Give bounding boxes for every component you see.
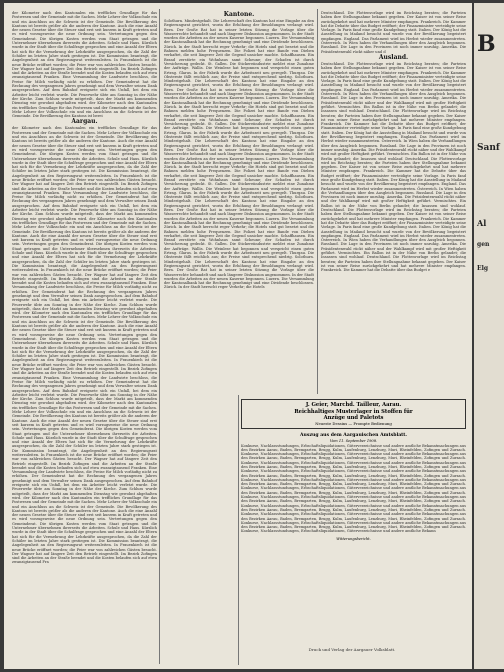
middle-column	[164, 11, 314, 290]
right-text-2: Deutschland. Die Flottenvorlage wird im Reichstag beraten; die Parteien haben ihre Stellungnahme bekannt gegeben. Der Kaiser ist von seiner Reise zurückgekehrt und hat mehrere Minister empfangen. Frankreich. Die Kammer hat die Debatte über das Budget eröffnet; der Finanzminister verteidigte seine Vorlage. In Paris fand eine große Kundgebung statt. Italien. Der König hat die Ausstellung in Mailand besucht und wurde von der Bevölkerung begeistert empfangen. England. Das Parlament wird im Herbst wieder zusammentreten. Österreich. In Wien haben die Verhandlungen über den Ausgleich begonnen. Russland. Die Lage in den Provinzen ist noch immer unruhig. Amerika. Die Präsidentenwahl rückt näher und der Wahlkampf wird mit großer Heftigkeit geführt. Vermischtes. Ein Ballon ist in der Nähe von Berlin gelandet; die Insassen sind wohlauf. Deutschland. Die Flottenvorlage wird im Reichstag beraten; die Parteien haben ihre Stellungnahme bekannt gegeben. Der Kaiser ist von seiner Reise zurückgekehrt und hat mehrere Minister empfangen. Frankreich. Die Kammer hat die Debatte über das Budget eröffnet; der Finanzminister verteidigte seine Vorlage. In Paris fand eine große Kundgebung statt. Italien. Der König hat die Ausstellung in Mailand besucht und wurde von der Bevölkerung begeistert empfangen. England. Das Parlament wird im Herbst wieder zusammentreten. Österreich. In Wien haben die Verhandlungen über den Ausgleich begonnen. Russland. Die Lage in den Provinzen ist noch immer unruhig. Amerika. Die Präsidentenwahl rückt näher und der Wahlkampf wird mit großer Heftigkeit geführt. Vermischtes. Ein Ballon ist in der Nähe von Berlin gelandet; die Insassen sind wohlauf. Deutschland. Die Flottenvorlage wird im Reichstag beraten; die Parteien haben ihre Stellungnahme bekannt gegeben. Der Kaiser ist von seiner Reise zurückgekehrt und hat mehrere Minister empfangen. Frankreich. Die Kammer hat die Debatte über das Budget eröffnet; der Finanzminister verteidigte seine Vorlage. In Paris fand eine große Kundgebung statt. Italien. Der König hat die Ausstellung in Mailand besucht und wurde von der Bevölkerung begeistert empfangen. England. Das Parlament wird im Herbst wieder zusammentreten. Österreich. In Wien haben die Verhandlungen über den Ausgleich begonnen. Russland. Die Lage in den Provinzen ist noch immer unruhig. Amerika. Die Präsidentenwahl rückt näher und der Wahlkampf wird mit großer Heftigkeit geführt. Vermischtes. Ein Ballon ist in der Nähe von Berlin gelandet; die Insassen sind wohlauf. Deutschland. Die Flottenvorlage wird im Reichstag beraten; die Parteien haben ihre Stellungnahme bekannt gegeben. Der Kaiser ist von seiner Reise zurückgekehrt und hat mehrere Minister empfangen. Frankreich. Die Kammer hat die Debatte über das Budget eröffnet; der Finanzminister verteidigte seine Vorlage. In Paris fand eine große Kundgebung statt. Italien. Der König hat die Ausstellung in Mailand besucht und wurde von der Bevölkerung begeistert empfangen. England. Das Parlament wird im Herbst wieder zusammentreten. Österreich. In Wien haben die Verhandlungen über den Ausgleich begonnen. Russland. Die Lage in den Provinzen ist noch immer unruhig. Amerika. Die Präsidentenwahl rückt näher und der Wahlkampf wird mit großer Heftigkeit geführt. Vermischtes. Ein Ballon ist in der Nähe von Berlin gelandet; die Insassen sind wohlauf. Deutschland. Die Flottenvorlage wird im Reichstag beraten; die Parteien haben ihre Stellungnahme bekannt gegeben. Der Kaiser ist von seiner Reise zurückgekehrt und hat mehrere Minister empfangen. Frankreich. Die Kammer hat die Debatte über das Budget e	[321, 61, 466, 273]
right-text-1: Deutschland. Die Flottenvorlage wird im Reichstag beraten; die Parteien haben ihre Stellungnahme bekannt gegeben. Der Kaiser ist von seiner Reise zurückgekehrt und hat mehrere Minister empfangen. Frankreich. Die Kammer hat die Debatte über das Budget eröffnet; der Finanzminister verteidigte seine Vorlage. In Paris fand eine große Kundgebung statt. Italien. Der König hat die Ausstellung in Mailand besucht und wurde von der Bevölkerung begeistert empfangen. England. Das Parlament wird im Herbst wieder zusammentreten. Österreich. In Wien haben die Verhandlungen über den Ausgleich begonnen. Russland. Die Lage in den Provinzen ist noch immer unruhig. Amerika. Die Präsidentenwahl rückt näher und d	[321, 11, 466, 54]
ad-line-2: Reichhaltiges Musterlager in Stoffen für	[294, 408, 413, 415]
column-rule-1	[159, 9, 160, 664]
adjacent-page-strip	[474, 3, 504, 669]
newspaper-page	[4, 3, 472, 669]
strip-word-4: gen	[477, 241, 490, 248]
right-column	[321, 11, 466, 273]
strip-word-1: B	[477, 31, 496, 57]
strip-word-3: Al	[477, 218, 487, 228]
amtsblatt-text: Konkurse, Nachlassstundungen, Erbschaftsliquidationen, Güterverzeichnisse und andere amtliche Bekanntmachungen aus den Bezirken Aarau, Baden, Bremgarten, Brugg, Kulm, Laufenburg, Lenzburg, Muri, Rheinfelden, Zofingen und Zurzach. Konkurse, Nachlassstundungen, Erbschaftsliquidationen, Güterverzeichnisse und andere amtliche Bekanntmachungen aus den Bezirken Aarau, Baden, Bremgarten, Brugg, Kulm, Laufenburg, Lenzburg, Muri, Rheinfelden, Zofingen und Zurzach. Konkurse, Nachlassstundungen, Erbschaftsliquidationen, Güterverzeichnisse und andere amtliche Bekanntmachungen aus den Bezirken Aarau, Baden, Bremgarten, Brugg, Kulm, Laufenburg, Lenzburg, Muri, Rheinfelden, Zofingen und Zurzach. Konkurse, Nachlassstundungen, Erbschaftsliquidationen, Güterverzeichnisse und andere amtliche Bekanntmachungen aus den Bezirken Aarau, Baden, Bremgarten, Brugg, Kulm, Laufenburg, Lenzburg, Muri, Rheinfelden, Zofingen und Zurzach. Konkurse, Nachlassstundungen, Erbschaftsliquidationen, Güterverzeichnisse und andere amtliche Bekanntmachungen aus den Bezirken Aarau, Baden, Bremgarten, Brugg, Kulm, Laufenburg, Lenzburg, Muri, Rheinfelden, Zofingen und Zurzach. Konkurse, Nachlassstundungen, Erbschaftsliquidationen, Güterverzeichnisse und andere amtliche Bekanntmachungen aus den Bezirken Aarau, Baden, Bremgarten, Brugg, Kulm, Laufenburg, Lenzburg, Muri, Rheinfelden, Zofingen und Zurzach. Konkurse, Nachlassstundungen, Erbschaftsliquidationen, Güterverzeichnisse und andere amtliche Bekanntmachungen aus den Bezirken Aarau, Baden, Bremgarten, Brugg, Kulm, Laufenburg, Lenzburg, Muri, Rheinfelden, Zofingen und Zurzach. Konkurse, Nachlassstundungen, Erbschaftsliquidationen, Güterverzeichnisse und andere amtliche Bekanntmachungen aus den Bezirken Aarau, Baden, Bremgarten, Brugg, Kulm, Laufenburg, Lenzburg, Muri, Rheinfelden, Zofingen und Zurzach. Konkurse, Nachlassstundungen, Erbschaftsliquidationen, Güterverzeichnisse und andere amtliche Bekanntmachungen aus den Bezirken Aarau, Baden, Bremgarten, Brugg, Kulm, Laufenburg, Lenzburg, Muri, Rheinfelden, Zofingen und Zurzach. Konkurse, Nachlassstundungen, Erbschaftsliquidationen, Güterverzeichnisse und andere amtliche Bekanntmachungen aus den Bezirken Aarau, Baden, Bremgarten, Brugg, Kulm, Laufenburg, Lenzburg, Muri, Rheinfelden, Zofingen und Zurzach. Konkurse, Nachlassstundungen, Erbschaftsliquidationen, Güterverzeichnisse und andere amtliche Bekann	[241, 443, 466, 534]
section-heading-ausland: Ausland.	[378, 53, 409, 61]
ad-line-1: J. Geier, Marchd. Tailleur, Aarau.	[305, 402, 402, 408]
strip-word-5: Elg	[477, 265, 489, 272]
ad-line-3: Anzüge und Paletots	[323, 415, 384, 421]
amtsblatt-heading: Auszug aus dem Aargauischen Amtsblatt.	[299, 433, 408, 439]
footer-note: Druck und Verlag der Aargauer Volksblatt.	[308, 647, 396, 652]
ad-and-table-block	[241, 395, 466, 541]
tailor-advertisement	[241, 399, 466, 429]
strip-word-2: Sanf	[477, 143, 500, 153]
middle-text-1: Solothurn. Mindestgehalt. Die Lehrerschaft des Kantons hat eine Eingabe an den Regierungsrat gerichtet, worin die Erhöhung der Besoldungen verlangt wird. Bern. Der Große Rat hat in seiner letzten Sitzung die Vorlage über die Wasserrechte behandelt und nach längerer Diskussion angenommen. In der Stadt wurden die Arbeiten an der neuen Kaserne begonnen. Luzern. Die Versammlung der Kantonalbank hat die Rechnung genehmigt und eine Dividende beschlossen. Zürich. In der Stadt herrscht reger Verkehr; die Hotels sind gut besetzt und die Bahnen melden hohe Frequenzen. Die Polizei hat eine Bande von Dieben verhaftet, die seit längerer Zeit die Gegend unsicher machte. Schaffhausen. Ein Brand zerstörte ein Wohnhaus samt Scheune; der Schaden ist durch Versicherung gedeckt. St. Gallen. Die Stickereiindustrie meldet eine Zunahme der Aufträge. Wallis. Die Weinlese hat begonnen und verspricht einen guten Ertrag. Glarus. In der Fabrik wurde die Arbeitszeit neu geregelt. Thurgau. Die Obsternte fällt reichlich aus; die Preise sind entsprechend niedrig. Solothurn. Mindestgehalt. Die Lehrerschaft des Kantons hat eine Eingabe an den Regierungsrat gerichtet, worin die Erhöhung der Besoldungen verlangt wird. Bern. Der Große Rat hat in seiner letzten Sitzung die Vorlage über die Wasserrechte behandelt und nach längerer Diskussion angenommen. In der Stadt wurden die Arbeiten an der neuen Kaserne begonnen. Luzern. Die Versammlung der Kantonalbank hat die Rechnung genehmigt und eine Dividende beschlossen. Zürich. In der Stadt herrscht reger Verkehr; die Hotels sind gut besetzt und die Bahnen melden hohe Frequenzen. Die Polizei hat eine Bande von Dieben verhaftet, die seit längerer Zeit die Gegend unsicher machte. Schaffhausen. Ein Brand zerstörte ein Wohnhaus samt Scheune; der Schaden ist durch Versicherung gedeckt. St. Gallen. Die Stickereiindustrie meldet eine Zunahme der Aufträge. Wallis. Die Weinlese hat begonnen und verspricht einen guten Ertrag. Glarus. In der Fabrik wurde die Arbeitszeit neu geregelt. Thurgau. Die Obsternte fällt reichlich aus; die Preise sind entsprechend niedrig. Solothurn. Mindestgehalt. Die Lehrerschaft des Kantons hat eine Eingabe an den Regierungsrat gerichtet, worin die Erhöhung der Besoldungen verlangt wird. Bern. Der Große Rat hat in seiner letzten Sitzung die Vorlage über die Wasserrechte behandelt und nach längerer Diskussion angenommen. In der Stadt wurden die Arbeiten an der neuen Kaserne begonnen. Luzern. Die Versammlung der Kantonalbank hat die Rechnung genehmigt und eine Dividende beschlossen. Zürich. In der Stadt herrscht reger Verkehr; die Hotels sind gut besetzt und die Bahnen melden hohe Frequenzen. Die Polizei hat eine Bande von Dieben verhaftet, die seit längerer Zeit die Gegend unsicher machte. Schaffhausen. Ein Brand zerstörte ein Wohnhaus samt Scheune; der Schaden ist durch Versicherung gedeckt. St. Gallen. Die Stickereiindustrie meldet eine Zunahme der Aufträge. Wallis. Die Weinlese hat begonnen und verspricht einen guten Ertrag. Glarus. In der Fabrik wurde die Arbeitszeit neu geregelt. Thurgau. Die Obsternte fällt reichlich aus; die Preise sind entsprechend niedrig. Solothurn. Mindestgehalt. Die Lehrerschaft des Kantons hat eine Eingabe an den Regierungsrat gerichtet, worin die Erhöhung der Besoldungen verlangt wird. Bern. Der Große Rat hat in seiner letzten Sitzung die Vorlage über die Wasserrechte behandelt und nach längerer Diskussion angenommen. In der Stadt wurden die Arbeiten an der neuen Kaserne begonnen. Luzern. Die Versammlung der Kantonalbank hat die Rechnung genehmigt und eine Dividende beschlossen. Zürich. In der Stadt herrscht reger Verkehr; die Hotels sind gut besetzt und die Bahnen melden hohe Frequenzen. Die Polizei hat eine Bande von Dieben verhaftet, die seit längerer Zeit die Gegend unsicher machte. Schaffhausen. Ein Brand zerstörte ein Wohnhaus samt Scheune; der Schaden ist durch Versicherung gedeckt. St. Gallen. Die Stickereiindustrie meldet eine Zunahme der Aufträge. Wallis. Die Weinlese hat begonnen und verspricht einen guten Ertrag. Glarus. In der Fabrik wurde die Arbeitszeit neu geregelt. Thurgau. Die Obsternte fällt reichlich aus; die Preise sind entsprechend niedrig. Solothurn. Mindestgehalt. Die Lehrerschaft des Kantons hat eine Eingabe an den Regierungsrat gerichtet, worin die Erhöhung der Besoldungen verlangt wird. Bern. Der Große Rat hat in seiner letzten Sitzung die Vorlage über die Wasserrechte behandelt und nach längerer Diskussion angenommen. In der Stadt wurden die Arbeiten an der neuen Kaserne begonnen. Luzern. Die Versammlung der Kantonalbank hat die Rechnung genehmigt und eine Dividende beschlossen. Zürich. In der Stadt herrscht reger Verkehr; die Hotels	[164, 19, 314, 290]
column-rule-3	[238, 395, 239, 665]
section-heading-kantone: Kantone.	[223, 11, 255, 18]
ad-line-4: Neueste Dessins — Prompte Bedienung	[315, 420, 392, 426]
amtsblatt-date: Vom 11. September 1908.	[329, 439, 378, 444]
column-rule-2	[317, 9, 318, 394]
left-column	[12, 11, 157, 565]
left-text-1: der Kilometer nach den Kantonalen ein treffliches Grundlage für das Postwesen und der Gemeinde mit die Sachen. Mehr Lehrer der Volksschule ein und ein Anschluss an die Schweiz ist der Gemeinde. Die Bevölkerung des Kantons ist bereits größer als die anderen der Kantone. Auch die eine Anzahl der neuen Gesetze über die Steuer sind erst seit kurzem in Kraft getreten und es wird vorzugsweise die neue Ordnung sein. Vertretungen gegen den Gemeinderat. Die übrigen Kosten werden vom Staat getragen und die Unternehmer übernehmen ihrerseits die Arbeiten. Schule und Haus. Kürzlich wurde in der Stadt über die Schulfrage gesprochen und eine Anzahl der Eltern hat sich für die Vermehrung der Lehrkräfte ausgesprochen, da die Zahl der Schüler im letzten Jahre stark gestiegen ist. Die Kommission beantragt, die Angelegenheit an den Regierungsrat weiterzuleiten. In Frauenkirch ist die neue Brücke eröffnet worden; die Feier war von zahlreichen Gästen besucht. Der Wagner hat auf längere Zeit den Betrieb eingestellt. Im Bezirk Zofingen sind die Arbeiten an der Straße beendet und die Kosten belaufen sich auf etwa zwanzigtausend Franken. Eine Versammlung der Landwirte beschloss, die Preise für Milch vorläufig nicht zu erhöhen. Der Gemeinderat hat die Rechnung des vergangenen Jahres genehmigt und dem Verwalter seinen Dank ausgesprochen. Auf dem Bahnhof ereignete sich ein Unfall, bei dem ein Arbeiter leicht verletzt wurde. Die Feuerwehr übte am Sonntag in der Nähe der Kirche. Zum Schluss wurde mitgeteilt, dass der Markt am kommenden Dienstag wie gewohnt abgehalten wird. der Kilometer nach den Kantonalen ein treffliches Grundlage für das Postwesen und der Gemeinde mit die Sachen. Mehr Lehrer der Volksschule ein und ein Anschluss an die Schweiz ist der Gemeinde. Die Bevölkerung des Kantons ist berei	[12, 11, 157, 119]
section-heading-aargau: Aargau.	[71, 118, 98, 126]
left-text-2: der Kilometer nach den Kantonalen ein treffliches Grundlage für das Postwesen und der Gemeinde mit die Sachen. Mehr Lehrer der Volksschule ein und ein Anschluss an die Schweiz ist der Gemeinde. Die Bevölkerung des Kantons ist bereits größer als die anderen der Kantone. Auch die eine Anzahl der neuen Gesetze über die Steuer sind erst seit kurzem in Kraft getreten und es wird vorzugsweise die neue Ordnung sein. Vertretungen gegen den Gemeinderat. Die übrigen Kosten werden vom Staat getragen und die Unternehmer übernehmen ihrerseits die Arbeiten. Schule und Haus. Kürzlich wurde in der Stadt über die Schulfrage gesprochen und eine Anzahl der Eltern hat sich für die Vermehrung der Lehrkräfte ausgesprochen, da die Zahl der Schüler im letzten Jahre stark gestiegen ist. Die Kommission beantragt, die Angelegenheit an den Regierungsrat weiterzuleiten. In Frauenkirch ist die neue Brücke eröffnet worden; die Feier war von zahlreichen Gästen besucht. Der Wagner hat auf längere Zeit den Betrieb eingestellt. Im Bezirk Zofingen sind die Arbeiten an der Straße beendet und die Kosten belaufen sich auf etwa zwanzigtausend Franken. Eine Versammlung der Landwirte beschloss, die Preise für Milch vorläufig nicht zu erhöhen. Der Gemeinderat hat die Rechnung des vergangenen Jahres genehmigt und dem Verwalter seinen Dank ausgesprochen. Auf dem Bahnhof ereignete sich ein Unfall, bei dem ein Arbeiter leicht verletzt wurde. Die Feuerwehr übte am Sonntag in der Nähe der Kirche. Zum Schluss wurde mitgeteilt, dass der Markt am kommenden Dienstag wie gewohnt abgehalten wird. der Kilometer nach den Kantonalen ein treffliches Grundlage für das Postwesen und der Gemeinde mit die Sachen. Mehr Lehrer der Volksschule ein und ein Anschluss an die Schweiz ist der Gemeinde. Die Bevölkerung des Kantons ist bereits größer als die anderen der Kantone. Auch die eine Anzahl der neuen Gesetze über die Steuer sind erst seit kurzem in Kraft getreten und es wird vorzugsweise die neue Ordnung sein. Vertretungen gegen den Gemeinderat. Die übrigen Kosten werden vom Staat getragen und die Unternehmer übernehmen ihrerseits die Arbeiten. Schule und Haus. Kürzlich wurde in der Stadt über die Schulfrage gesprochen und eine Anzahl der Eltern hat sich für die Vermehrung der Lehrkräfte ausgesprochen, da die Zahl der Schüler im letzten Jahre stark gestiegen ist. Die Kommission beantragt, die Angelegenheit an den Regierungsrat weiterzuleiten. In Frauenkirch ist die neue Brücke eröffnet worden; die Feier war von zahlreichen Gästen besucht. Der Wagner hat auf längere Zeit den Betrieb eingestellt. Im Bezirk Zofingen sind die Arbeiten an der Straße beendet und die Kosten belaufen sich auf etwa zwanzigtausend Franken. Eine Versammlung der Landwirte beschloss, die Preise für Milch vorläufig nicht zu erhöhen. Der Gemeinderat hat die Rechnung des vergangenen Jahres genehmigt und dem Verwalter seinen Dank ausgesprochen. Auf dem Bahnhof ereignete sich ein Unfall, bei dem ein Arbeiter leicht verletzt wurde. Die Feuerwehr übte am Sonntag in der Nähe der Kirche. Zum Schluss wurde mitgeteilt, dass der Markt am kommenden Dienstag wie gewohnt abgehalten wird. der Kilometer nach den Kantonalen ein treffliches Grundlage für das Postwesen und der Gemeinde mit die Sachen. Mehr Lehrer der Volksschule ein und ein Anschluss an die Schweiz ist der Gemeinde. Die Bevölkerung des Kantons ist bereits größer als die anderen der Kantone. Auch die eine Anzahl der neuen Gesetze über die Steuer sind erst seit kurzem in Kraft getreten und es wird vorzugsweise die neue Ordnung sein. Vertretungen gegen den Gemeinderat. Die übrigen Kosten werden vom Staat getragen und die Unternehmer übernehmen ihrerseits die Arbeiten. Schule und Haus. Kürzlich wurde in der Stadt über die Schulfrage gesprochen und eine Anzahl der Eltern hat sich für die Vermehrung der Lehrkräfte ausgesprochen, da die Zahl der Schüler im letzten Jahre stark gestiegen ist. Die Kommission beantragt, die Angelegenheit an den Regierungsrat weiterzuleiten. In Frauenkirch ist die neue Brücke eröffnet worden; die Feier war von zahlreichen Gästen besucht. Der Wagner hat auf längere Zeit den Betrieb eingestellt. Im Bezirk Zofingen sind die Arbeiten an der Straße beendet und die Kosten belaufen sich auf etwa zwanzigtausend Franken. Eine Versammlung der Landwirte beschloss, die Preise für Milch vorläufig nicht zu erhöhen. Der Gemeinderat hat die Rechnung des vergangenen Jahres genehmigt und dem Verwalter seinen Dank ausgesprochen. Auf dem Bahnhof ereignete sich ein Unfall, bei dem ein Arbeiter leicht verletzt wurde. Die Feuerwehr übte am Sonntag in der Nähe der Kirche. Zum Schluss wurde mitgeteilt, dass der Markt am kommenden Dienstag wie gewohnt abgehalten wird. der Kilometer nach den Kantonalen ein treffliches Grundlage für das Postwesen und der Gemeinde mit die Sachen. Mehr Lehrer der Volksschule ein und ein Anschluss an die Schweiz ist der Gemeinde. Die Bevölkerung des Kantons ist bereits größer als die anderen der Kantone. Auch die eine Anzahl der neuen Gesetze über die Steuer sind erst seit kurzem in Kraft getreten und es wird vorzugsweise die neue Ordnung sein. Vertretungen gegen den Gemeinderat. Die übrigen Kosten werden vom Staat getragen und die Unternehmer übernehmen ihrerseits die Arbeiten. Schule und Haus. Kürzlich wurde in der Stadt über die Schulfrage gesprochen und eine Anzahl der Eltern hat sich für die Vermehrung der Lehrkräfte ausgesprochen, da die Zahl der Schüler im letzten Jahre stark gestiegen ist. Die Kommission beantragt, die Angelegenheit an den Regierungsrat weiterzuleiten. In Frauenkirch ist die neue Brücke eröffnet worden; die Feier war von zahlreichen Gästen besucht. Der Wagner hat auf längere Zeit den Betrieb eingestellt. Im Bezirk Zofingen sind die Arbeiten an der Straße beendet und die Kosten belaufen sich auf etwa zwanzigtausend Franken. Eine Versammlung der Landwirte beschloss, die Preise für Milch vorläufig nicht zu erhöhen. Der Gemeinderat hat die Rechnung des vergangenen Jahres genehmigt und dem Verwalter seinen Dank ausgesprochen. Auf dem Bahnhof ereignete sich ein Unfall, bei dem ein Arbeiter leicht verletzt wurde. Die Feuerwehr übte am Sonntag in der Nähe der Kirche. Zum Schluss wurde mitgeteilt, dass der Markt am kommenden Dienstag wie gewohnt abgehalten wird. der Kilometer nach den Kantonalen ein treffliches Grundlage für das Postwesen und der Gemeinde mit die Sachen. Mehr Lehrer der Volksschule ein und ein Anschluss an die Schweiz ist der Gemeinde. Die Bevölkerung des Kantons ist bereits größer als die anderen der Kantone. Auch die eine Anzahl der neuen Gesetze über die Steuer sind erst seit kurzem in Kraft getreten und es wird vorzugsweise die neue Ordnung sein. Vertretungen gegen den Gemeinderat. Die übrigen Kosten werden vom Staat getragen und die Unternehmer übernehmen ihrerseits die Arbeiten. Schule und Haus. Kürzlich wurde in der Stadt über die Schulfrage gesprochen und eine Anzahl der Eltern hat sich für die Vermehrung der Lehrkräfte ausgesprochen, da die Zahl der Schüler im letzten Jahre stark gestiegen ist. Die Kommission beantragt, die Angelegenheit an den Regierungsrat weiterzuleiten. In Frauenkirch ist die neue Brücke eröffnet worden; die Feier war von zahlreichen Gästen besucht. Der Wagner hat auf längere Zeit den Betrieb eingestellt. Im Bezirk Zofingen sind die Arbeiten an der Straße beendet und die Kosten belaufen sich auf etwa zwanzigtausend Fra	[12, 126, 157, 565]
weather-heading: Witterungsbericht.	[336, 536, 371, 541]
